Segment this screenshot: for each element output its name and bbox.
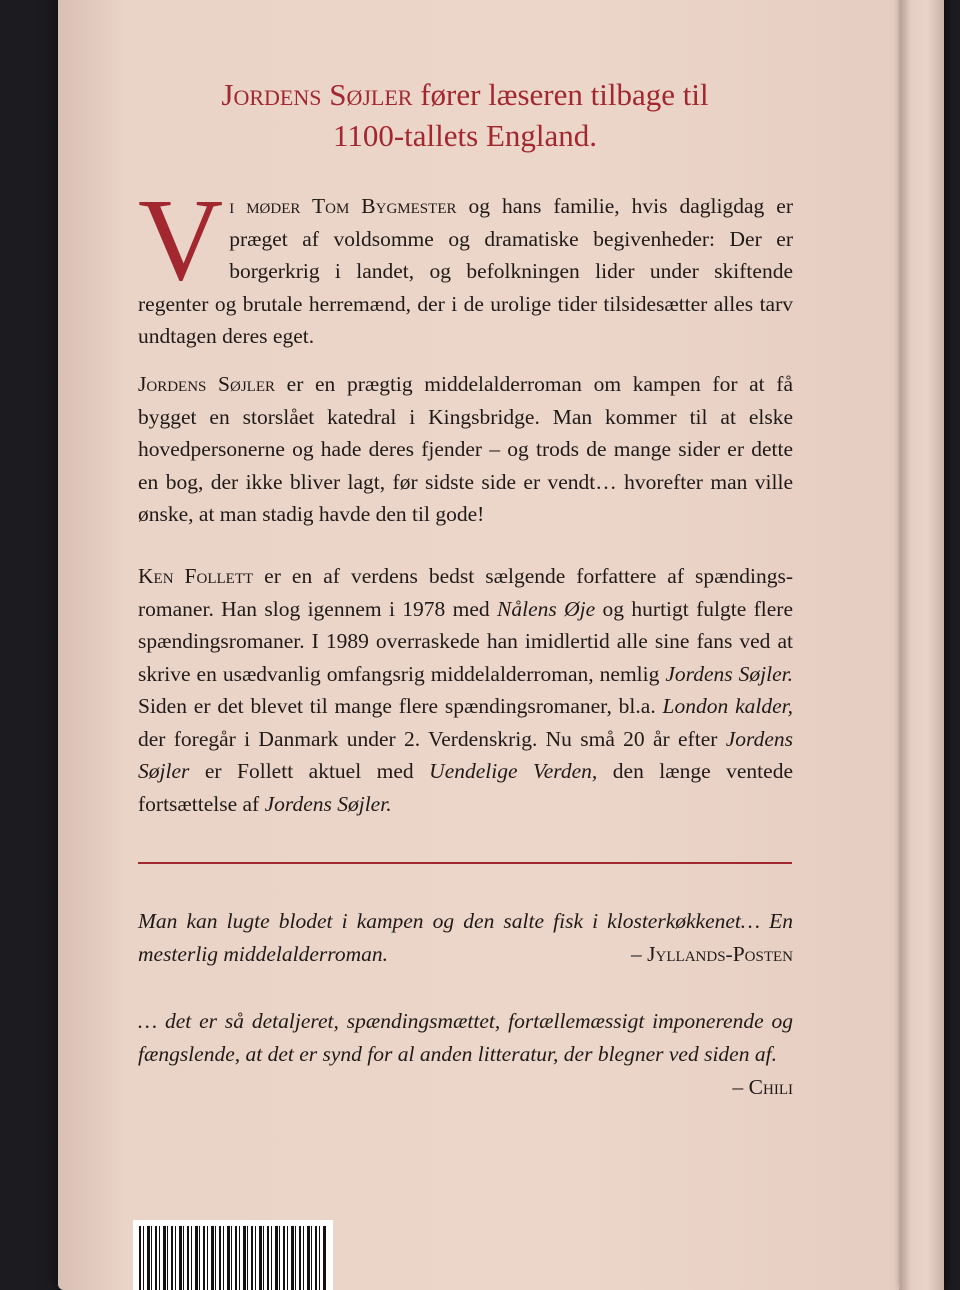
author-text: der foregår i Danmark under 2. Verdenskrig. Nu små 20 år efter: [138, 726, 726, 751]
description-text: er en prægtig middelalderroman om kampen for at få bygget en storslået katedral i Kingsbridge. Man kommer til at elske hovedpersonerne og hade deres fjender – og trods de mange sider er dette en bog, der ikke bliver lagt, før sidste side er vendt… hvorefter man ville ønske, at man stadig havde den til gode!: [138, 372, 793, 526]
author-text: er en af verdens bedst sælgende forfattere af spændingsromaner. Han slog igennem i 1978 med: [138, 564, 793, 621]
divider-rule: [138, 862, 792, 864]
headline-title: Jordens Søjler: [221, 77, 413, 112]
paragraph-author: [138, 560, 793, 820]
paragraph-description: [138, 368, 793, 531]
headline-rest: fører læseren tilbage til: [412, 77, 709, 112]
review-quote: [138, 1005, 793, 1104]
book-title: Jordens Søjler.: [264, 791, 392, 816]
quote-text: … det er så detaljeret, spændingsmættet, fortællemæssigt imponerende og fængslende, at det er synd for al anden litteratur, der blegner ved siden af.: [138, 1009, 793, 1066]
author-text: den længe ventede fortsættelse af: [138, 759, 793, 816]
author-text: Siden er det blevet til mange flere spændingsromaner, bl.a.: [138, 694, 663, 718]
drop-cap: V: [138, 174, 224, 305]
description-lead: Jordens Søjler: [138, 372, 275, 396]
author-name: Ken Follett: [138, 564, 254, 588]
headline-line2: 1100-tallets England.: [332, 118, 597, 153]
intro-text: og hans familie, hvis dagligdag er præget af voldsomme og dramatiske begivenheder: Der er borgerkrig i landet, og befolkningen lider under skiftende regenter og brutale herremænd, der i de urolige tider tilsidesætter alles tarv undtagen deres eget.: [138, 194, 793, 348]
headline: [140, 74, 790, 156]
book-title: Uendelige Verden,: [429, 759, 598, 783]
book-title: London kalder,: [662, 694, 794, 718]
paragraph-intro: [138, 174, 793, 353]
quote-text: Man kan lugte blodet i kampen og den salte fisk i klosterkøkkenet… En mesterlig middelalderroman.: [138, 909, 793, 966]
book-title: Jordens Søjler: [138, 726, 793, 783]
book-title: Nålens Øje: [497, 596, 596, 621]
review-quote: [138, 905, 793, 971]
book-title: Jordens Søjler.: [665, 661, 794, 686]
author-text: er Follett aktuel med: [189, 759, 430, 783]
quote-source: – Chili: [732, 1075, 793, 1099]
intro-lead: i møder Tom Bygmester: [229, 194, 457, 218]
quote-source: – Jyllands-Posten: [631, 942, 793, 966]
author-text: og hurtigt fulgte flere spændingsromaner. I 1989 overraskede han imidlertid alle sine fans ved at skrive en usædvanlig omfangsrig middelalderroman, nemlig: [138, 596, 793, 686]
book-spine: [900, 0, 944, 1290]
